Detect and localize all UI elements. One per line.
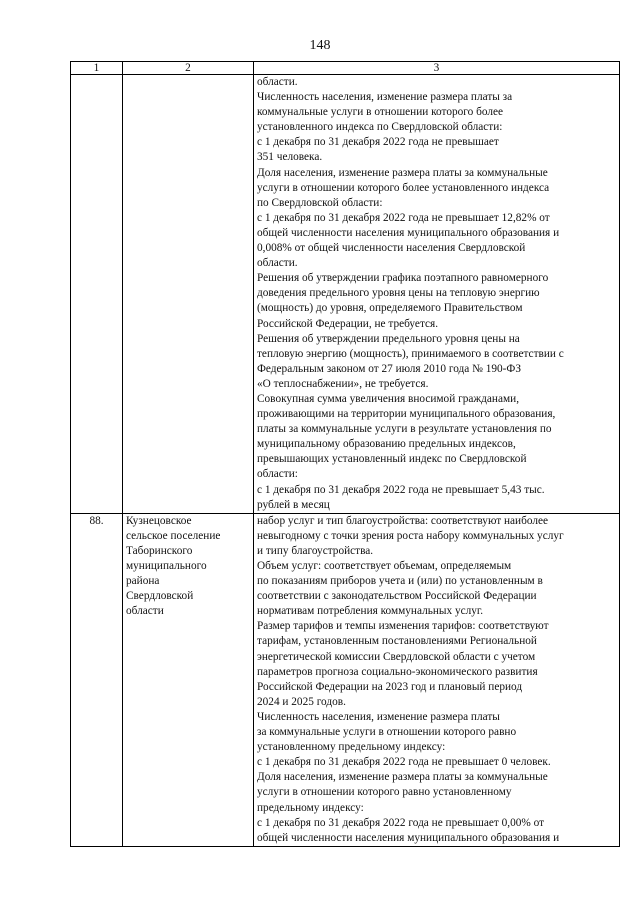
- text-line: параметров прогноза социально-экономического развития: [257, 665, 538, 678]
- text-line: области.: [257, 76, 298, 88]
- text-line: Доля населения, изменение размера платы за коммунальные: [257, 771, 548, 784]
- text-line: Размер тарифов и темпы изменения тарифов: соответствуют: [257, 620, 549, 633]
- text-line: Решения об утверждении графика поэтапного равномерного: [257, 272, 549, 285]
- text-line: рублей в месяц: [257, 498, 330, 511]
- text-line: тепловую энергию (мощность), принимаемого в соответствии с: [257, 347, 564, 360]
- text-line: энергетической комиссии Свердловской области с учетом: [257, 650, 536, 663]
- text-line: области.: [257, 257, 298, 270]
- text-line: установленному предельному индексу:: [257, 741, 446, 754]
- text-line: с 1 декабря по 31 декабря 2022 года не превышает 12,82% от: [257, 211, 550, 224]
- text-line: превышающих установленный индекс по Свердловской: [257, 453, 527, 466]
- text-line: района: [126, 575, 160, 588]
- text-line: Федеральным законом от 27 июля 2010 года № 190-ФЗ: [257, 362, 522, 375]
- text-line: с 1 декабря по 31 декабря 2022 года не превышает 0,00% от: [257, 816, 545, 829]
- text-line: Российской Федерации на 2023 год и плановый период: [257, 680, 523, 693]
- text-line: Свердловской: [126, 590, 194, 603]
- text-line: за коммунальные услуги в отношении которого равно: [257, 726, 517, 739]
- text-line: Таборинского: [126, 544, 193, 557]
- text-line: невыгодному с точки зрения роста набору коммунальных услуг: [257, 529, 564, 542]
- table-row: [71, 75, 620, 514]
- text-line: платы за коммунальные услуги в результате установления по: [257, 423, 552, 436]
- text-line: соответствии с законодательством Российской Федерации: [257, 590, 537, 603]
- text-line: с 1 декабря по 31 декабря 2022 года не превышает 5,43 тыс.: [257, 483, 545, 496]
- row-number-cell: [71, 75, 123, 514]
- text-line: общей численности населения муниципального образования и: [257, 226, 560, 239]
- municipality-cell: [123, 513, 254, 846]
- text-line: Объем услуг: соответствует объемам, определяемым: [257, 560, 512, 572]
- municipality-cell: [123, 75, 254, 514]
- header-col-3: 3: [254, 62, 620, 75]
- text-line: Российской Федерации, не требуется.: [257, 317, 439, 330]
- text-line: сельское поселение: [126, 529, 221, 542]
- text-line: Доля населения, изменение размера платы за коммунальные: [257, 166, 548, 179]
- header-col-1: 1: [71, 62, 123, 75]
- text-line: услуги в отношении которого равно установленному: [257, 786, 512, 799]
- text-line: Численность населения, изменение размера платы за: [257, 91, 513, 104]
- text-line: 351 человека.: [257, 151, 323, 164]
- text-line: по Свердловской области:: [257, 196, 383, 209]
- text-line: с 1 декабря по 31 декабря 2022 года не превышает 0 человек.: [257, 756, 551, 769]
- text-line: муниципального: [126, 560, 207, 572]
- text-line: 0,008% от общей численности населения Свердловской: [257, 242, 526, 255]
- row-number-cell: 88.: [71, 513, 123, 846]
- table-row: [71, 513, 620, 846]
- text-line: 2024 и 2025 годов.: [257, 695, 346, 708]
- text-line: услуги в отношении которого более установленного индекса: [257, 181, 550, 194]
- page-number: 148: [309, 38, 331, 53]
- text-line: доведения предельного уровня цены на тепловую энергию: [257, 287, 540, 300]
- document-table: [70, 61, 620, 847]
- text-line: и типу благоустройства.: [257, 544, 374, 557]
- text-line: Совокупная сумма увеличения вносимой гражданами,: [257, 392, 520, 405]
- text-line: нормативам потребления коммунальных услуг.: [257, 605, 484, 618]
- text-line: тарифам, установленным постановлениями Региональной: [257, 635, 537, 648]
- text-line: области:: [257, 468, 298, 481]
- text-line: «О теплоснабжении», не требуется.: [257, 377, 429, 390]
- header-col-2: 2: [123, 62, 254, 75]
- text-line: Решения об утверждении предельного уровня цены на: [257, 332, 520, 345]
- text-line: области: [126, 605, 164, 618]
- text-line: коммунальные услуги в отношении которого более: [257, 106, 504, 119]
- text-line: Численность населения, изменение размера платы: [257, 710, 500, 723]
- text-line: установленного индекса по Свердловской области:: [257, 121, 503, 134]
- text-line: Кузнецовское: [126, 514, 192, 527]
- text-line: общей численности населения муниципального образования и: [257, 831, 560, 844]
- text-line: (мощность) до уровня, определяемого Правительством: [257, 302, 523, 315]
- description-cell: [254, 75, 620, 514]
- text-line: с 1 декабря по 31 декабря 2022 года не превышает: [257, 136, 499, 149]
- text-line: муниципальному образованию предельных индексов,: [257, 438, 516, 451]
- text-line: проживающими на территории муниципального образования,: [257, 408, 556, 421]
- text-line: набор услуг и тип благоустройства: соответствуют наиболее: [257, 514, 549, 527]
- text-line: предельному индексу:: [257, 801, 364, 814]
- description-cell: [254, 513, 620, 846]
- text-line: по показаниям приборов учета и (или) по установленным в: [257, 575, 543, 588]
- table-header-row: [71, 62, 620, 75]
